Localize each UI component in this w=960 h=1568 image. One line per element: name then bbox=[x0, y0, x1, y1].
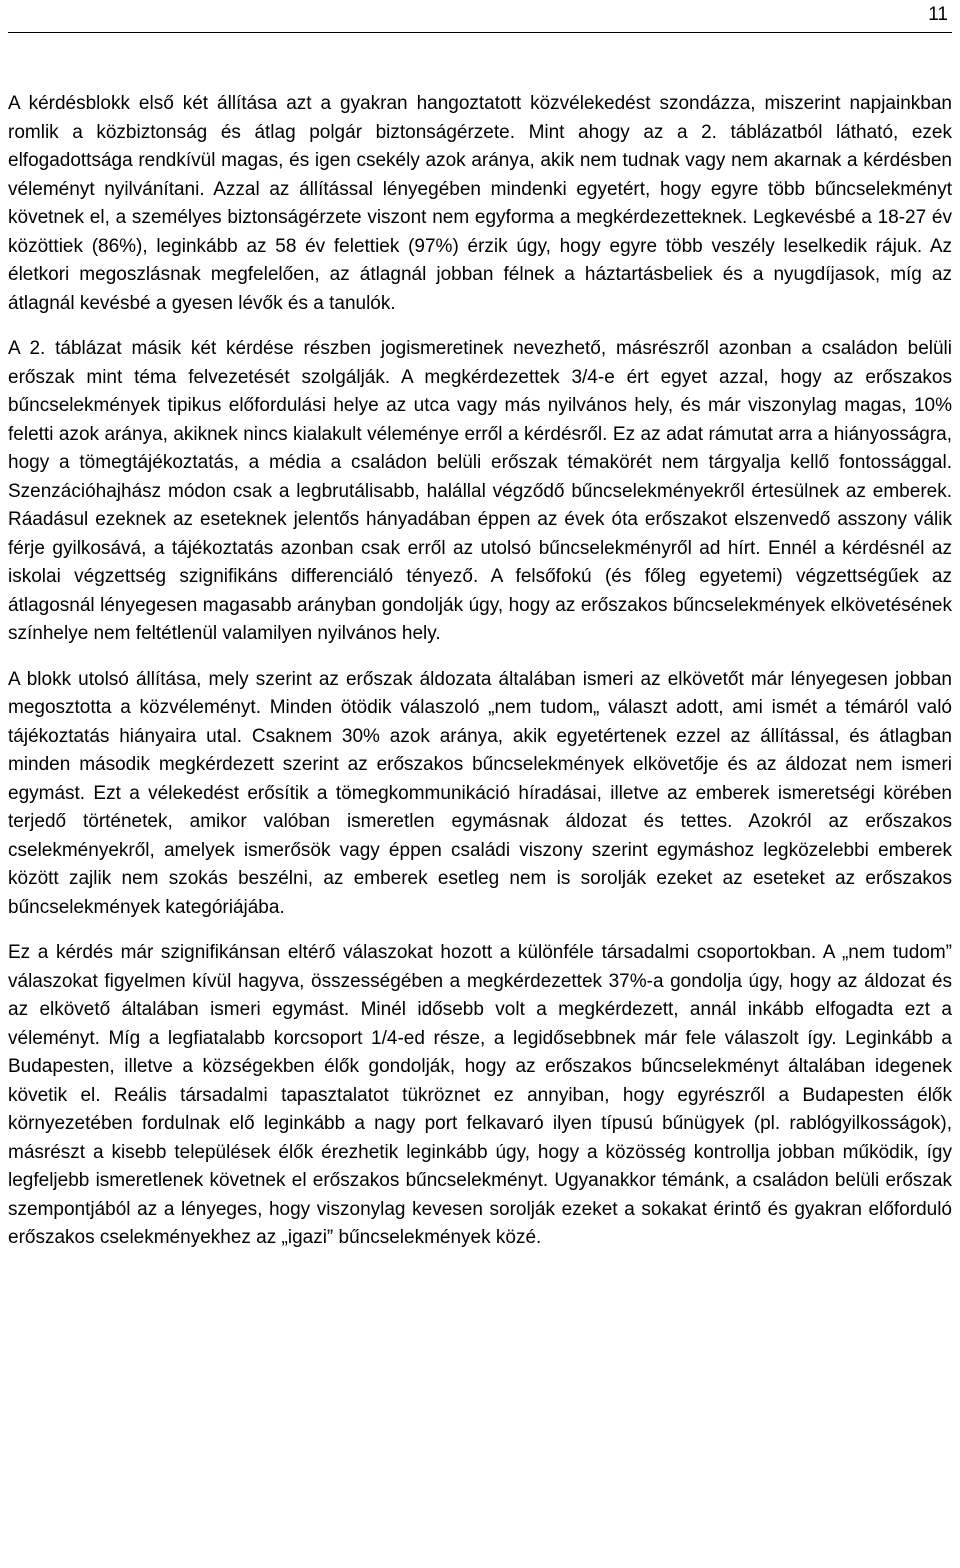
page-number: 11 bbox=[928, 4, 948, 25]
paragraph-3: A blokk utolsó állítása, mely szerint az erőszak áldozata általában ismeri az elkövetőt már lényegesen jobban megosztotta a közvéleményt. Minden ötödik válaszoló „nem tudom„ választ adott, ami ismét a témáról való tájékoztatás hiányaira utal. Csaknem 30% azok aránya, akik egyetértenek ezzel az állítással, és átlagban minden második megkérdezett szerint az erőszakos bűncselekmények elkövetője és az áldozat nem ismeri egymást. Ezt a vélekedést erősítik a tömegkommunikáció híradásai, illetve az emberek ismeretségi körében terjedő történetek, amikor valóban ismeretlen egymásnak áldozat és tettes. Azokról az erőszakos cselekményekről, amelyek ismerősök vagy éppen családi viszony szerint egymáshoz legközelebbi emberek között zajlik nem szokás beszélni, az emberek esetleg nem is sorolják ezeket az eseteket az erőszakos bűncselekmények kategóriájába. bbox=[8, 668, 952, 918]
paragraph-4: Ez a kérdés már szignifikánsan eltérő válaszokat hozott a különféle társadalmi csoportokban. A „nem tudom” válaszokat figyelmen kívül hagyva, összességében a megkérdezettek 37%-a gondolja úgy, hogy az áldozat és az elkövető általában ismeri egymást. Minél idősebb volt a megkérdezett, annál inkább elfogadta ezt a véleményt. Míg a legfiatalabb korcsoport 1/4-ed része, a legidősebbnek már fele válaszolt így. Leginkább a Budapesten, illetve a községekben élők gondolják, hogy az erőszakos bűncselekményt általában idegenek követik el. Reális társadalmi tapasztalatot tükröznet ez annyiban, hogy egyrészről a Budapesten élők környezetében fordulnak elő leginkább a nagy port felkavaró ilyen típusú bűnügyek (pl. rablógyilkosságok), másrészt a kisebb települések élők érezhetik leginkább úgy, hogy a közösség kontrollja jobban működik, így legfeljebb ismeretlenek követnek el erőszakos bűncselekményt. Ugyanakkor témánk, a családon belüli erőszak szempontjából az a lényeges, hogy viszonylag kevesen sorolják ezeket a sokakat érintő és gyakran előforduló erőszakos cselekményekhez az „igazi” bűncselekmények közé. bbox=[8, 942, 952, 1248]
document-body bbox=[8, 90, 952, 1253]
header-rule bbox=[8, 32, 952, 33]
paragraph-1: A kérdésblokk első két állítása azt a gyakran hangoztatott közvélekedést szondázza, miszerint napjainkban romlik a közbiztonság és átlag polgár biztonságérzete. Mint ahogy az a 2. táblázatból látható, ezek elfogadottsága rendkívül magas, és igen csekély azok aránya, akik nem tudnak vagy nem akarnak a kérdésben véleményt nyilvánítani. Azzal az állítással lényegében mindenki egyetért, hogy egyre több bűncselekményt követnek el, a személyes biztonságérzete viszont nem egyforma a megkérdezetteknek. Legkevésbé a 18-27 év közöttiek (86%), leginkább az 58 év felettiek (97%) érzik úgy, hogy egyre több veszély leselkedik rájuk. Az életkori megoszlásnak megfelelően, az átlagnál jobban félnek a háztartásbeliek és a nyugdíjasok, míg az átlagnál kevésbé a gyesen lévők és a tanulók. bbox=[8, 93, 952, 314]
paragraph-2: A 2. táblázat másik két kérdése részben jogismeretinek nevezhető, másrészről azonban a családon belüli erőszak mint téma felvezetését szolgálják. A megkérdezettek 3/4-e ért egyet azzal, hogy az erőszakos bűncselekmények tipikus előfordulási helye az utca vagy más nyilvános hely, és már viszonylag magas, 10% feletti azok aránya, akiknek nincs kialakult véleménye erről a kérdésről. Ez az adat rámutat arra a hiányosságra, hogy a tömegtájékoztatás, a média a családon belüli erőszak témakörét nem tárgyalja kellő fontossággal. Szenzációhajhász módon csak a legbrutálisabb, halállal végződő bűncselekményekről értesülnek az emberek. Ráadásul ezeknek az eseteknek jelentős hányadában éppen az évek óta erőszakot elszenvedő asszony válik férje gyilkosává, a tájékoztatás azonban csak erről az utolsó bűncselekményről ad hírt. Ennél a kérdésnél az iskolai végzettség szignifikáns differenciáló tényező. A felsőfokú (és főleg egyetemi) végzettségűek az átlagosnál lényegesen magasabb arányban gondolják úgy, hogy az erőszakos bűncselekmények elkövetésének színhelye nem feltétlenül valamilyen nyilvános hely. bbox=[8, 338, 952, 644]
